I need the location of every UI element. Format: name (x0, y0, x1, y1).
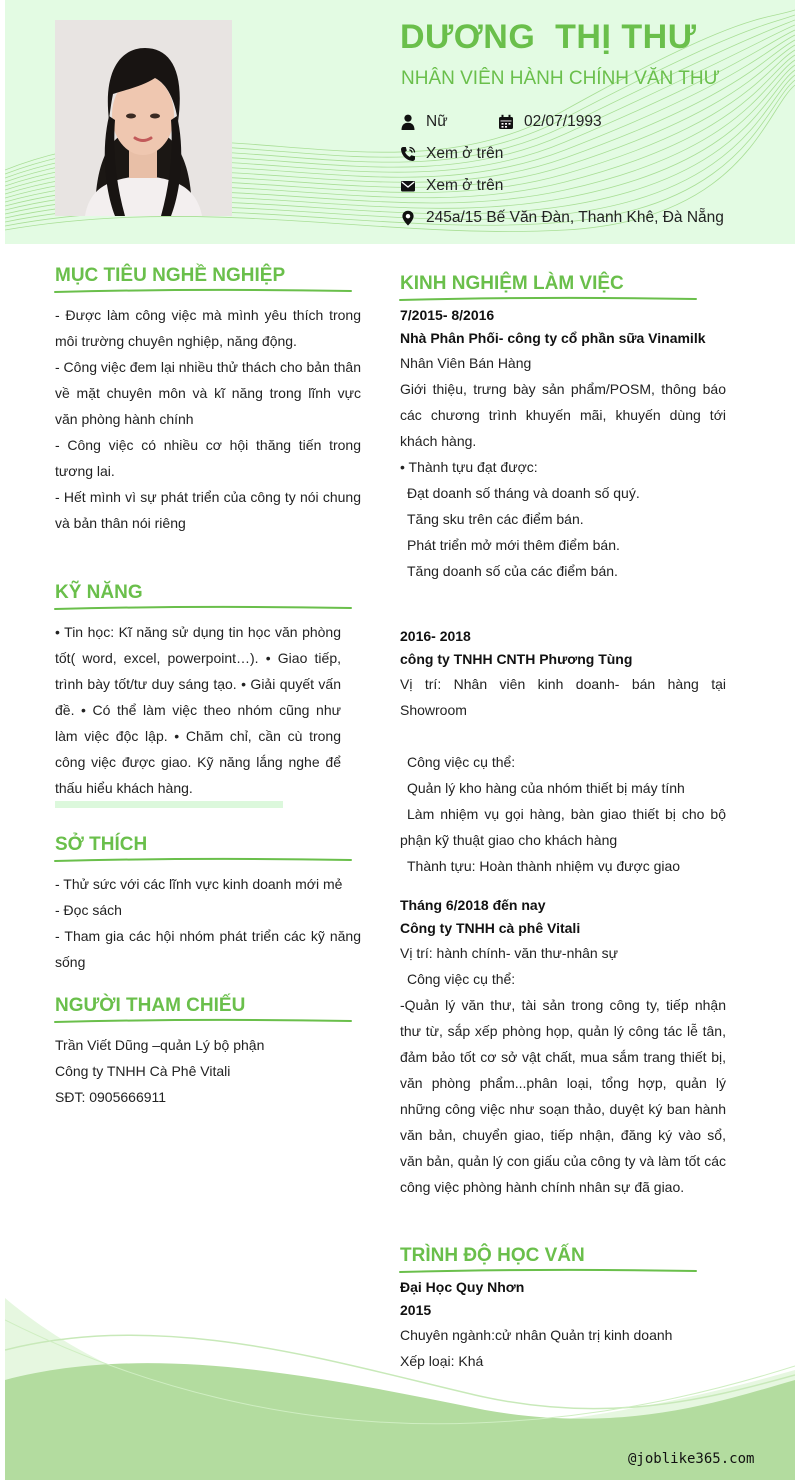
hobbies-title: SỞ THÍCH (55, 834, 148, 855)
hobby-item: - Tham gia các hội nhóm phát triển các kỹ năng sống (55, 928, 361, 970)
experience-title: KINH NGHIỆM LÀM VIỆC (400, 273, 624, 294)
skills-underline (53, 605, 353, 611)
reference-line: Công ty TNHH Cà Phê Vitali (55, 1063, 231, 1079)
email-row (400, 174, 503, 198)
job-entry-3 (400, 894, 726, 1200)
hobbies-list (55, 871, 361, 975)
objective-item: - Hết mình vì sự phát triển của công ty nói chung và bản thân nói riêng (55, 489, 361, 531)
job-line: Tăng sku trên các điểm bán. (407, 511, 584, 527)
skills-text (55, 619, 341, 801)
job-line: Công việc cụ thể: (407, 971, 516, 987)
experience-underline (398, 296, 698, 302)
phone-icon (400, 146, 416, 162)
job-company: Công ty TNHH cà phê Vitali (400, 920, 581, 936)
job-line: -Quản lý văn thư, tài sản trong công ty, tiếp nhận thư từ, sắp xếp phòng họp, quản lý công tác lễ tân, đảm bảo tốt cơ sở vật chất, mua sắm trang thiết bị, văn phòng phẩm...phân loại, tổng hợp, quản lý những công việc như soạn thảo, duyệt ký ban hành văn bản, chuyển giao, tiếp nhận, đăng ký vào sổ, văn bản, quản lý con giấu của công ty và làm tốt các công việc phòng hành chính nhân sự đã giao. (400, 997, 726, 1195)
gender-row (400, 110, 602, 134)
references-title: NGƯỜI THAM CHIẾU (55, 995, 246, 1016)
birthday-value: 02/07/1993 (524, 113, 602, 130)
job-line-blank (400, 723, 726, 749)
objective-item: - Công việc đem lại nhiều thử thách cho bản thân về mặt chuyên môn và kĩ năng trong lĩnh vực văn phòng hành chính (55, 359, 361, 427)
job-date: Tháng 6/2018 đến nay (400, 897, 546, 913)
education-underline (398, 1268, 698, 1274)
objective-list (55, 302, 361, 536)
references-underline (53, 1018, 353, 1024)
envelope-icon (400, 178, 416, 194)
phone-value: Xem ở trên (426, 145, 504, 162)
profile-photo (55, 20, 232, 216)
job-line: Công việc cụ thể: (407, 754, 516, 770)
reference-line: SĐT: 0905666911 (55, 1089, 167, 1105)
job-date: 2016- 2018 (400, 628, 471, 644)
cv-sheet (5, 0, 795, 1480)
education-title: TRÌNH ĐỘ HỌC VẤN (400, 1245, 585, 1266)
candidate-position: NHÂN VIÊN HÀNH CHÍNH VĂN THƯ (401, 68, 720, 89)
candidate-name: DƯƠNG THỊ THƯ (400, 18, 697, 56)
job-line: Quản lý kho hàng của nhóm thiết bị máy tính (407, 780, 685, 796)
objective-item: - Được làm công việc mà mình yêu thích trong môi trường chuyên nghiệp, năng động. (55, 307, 361, 349)
email-value: Xem ở trên (426, 177, 504, 194)
skills-title: KỸ NĂNG (55, 582, 143, 603)
hobby-item: - Thử sức với các lĩnh vực kinh doanh mới mẻ (55, 876, 343, 892)
watermark: @joblike365.com (628, 1451, 755, 1467)
objective-underline (53, 288, 353, 294)
job-line: Vị trí: hành chính- văn thư-nhân sự (400, 945, 618, 961)
job-line: • Thành tựu đạt được: (400, 459, 538, 475)
address-row (400, 206, 724, 230)
calendar-icon (498, 114, 514, 130)
education-line: Xếp loại: Khá (400, 1353, 484, 1369)
education-year: 2015 (400, 1302, 432, 1318)
job-line: Đạt doanh số tháng và doanh số quý. (407, 485, 640, 501)
person-icon (400, 114, 416, 130)
job-line: Nhân Viên Bán Hàng (400, 355, 532, 371)
education-school: Đại Học Quy Nhơn (400, 1279, 525, 1295)
job-entry-1 (400, 304, 726, 584)
hobby-item: - Đọc sách (55, 902, 122, 918)
map-pin-icon (400, 210, 416, 226)
hobbies-underline (53, 857, 353, 863)
job-line: Giới thiệu, trưng bày sản phẩm/POSM, thông báo các chương trình khuyến mãi, khuyến dùng tới khách hàng. (400, 381, 726, 449)
gender-value: Nữ (426, 113, 448, 130)
job-line: Phát triển mở mới thêm điểm bán. (407, 537, 620, 553)
address-value: 245a/15 Bế Văn Đàn, Thanh Khê, Đà Nẵng (426, 209, 724, 226)
objective-title: MỤC TIÊU NGHỀ NGHIỆP (55, 265, 286, 286)
job-line: Thành tựu: Hoàn thành nhiệm vụ được giao (407, 858, 681, 874)
reference-line: Trần Viết Dũng –quản Lý bộ phận (55, 1037, 265, 1053)
phone-row (400, 142, 503, 166)
skills-paragraph: • Tin học: Kĩ năng sử dụng tin học văn phòng tốt( word, excel, powerpoint…). • Giao tiếp, trình bày tốt/tư duy sáng tạo. • Giải quyết vấn đề. • Có thể làm việc theo nhóm cũng như làm việc độc lập. • Chăm chỉ, cần cù trong công việc được giao. Kỹ năng lắng nghe để thấu hiểu khách hàng. (55, 624, 341, 796)
job-line: Làm nhiệm vụ gọi hàng, bàn giao thiết bị cho bộ phận kỹ thuật giao cho khách hàng (400, 806, 726, 848)
job-date: 7/2015- 8/2016 (400, 307, 495, 323)
job-company: công ty TNHH CNTH Phương Tùng (400, 651, 633, 667)
job-line: Tăng doanh số của các điểm bán. (407, 563, 618, 579)
references-list (55, 1032, 361, 1110)
skills-bar-decoration (55, 801, 283, 808)
education-line: Chuyên ngành:cử nhân Quản trị kinh doanh (400, 1327, 673, 1343)
job-company: Nhà Phân Phối- công ty cổ phần sữa Vinamilk (400, 330, 706, 346)
objective-item: - Công việc có nhiều cơ hội thăng tiến trong tương lai. (55, 437, 361, 479)
job-line: Vị trí: Nhân viên kinh doanh- bán hàng tại Showroom (400, 676, 726, 718)
job-entry-2 (400, 625, 726, 879)
